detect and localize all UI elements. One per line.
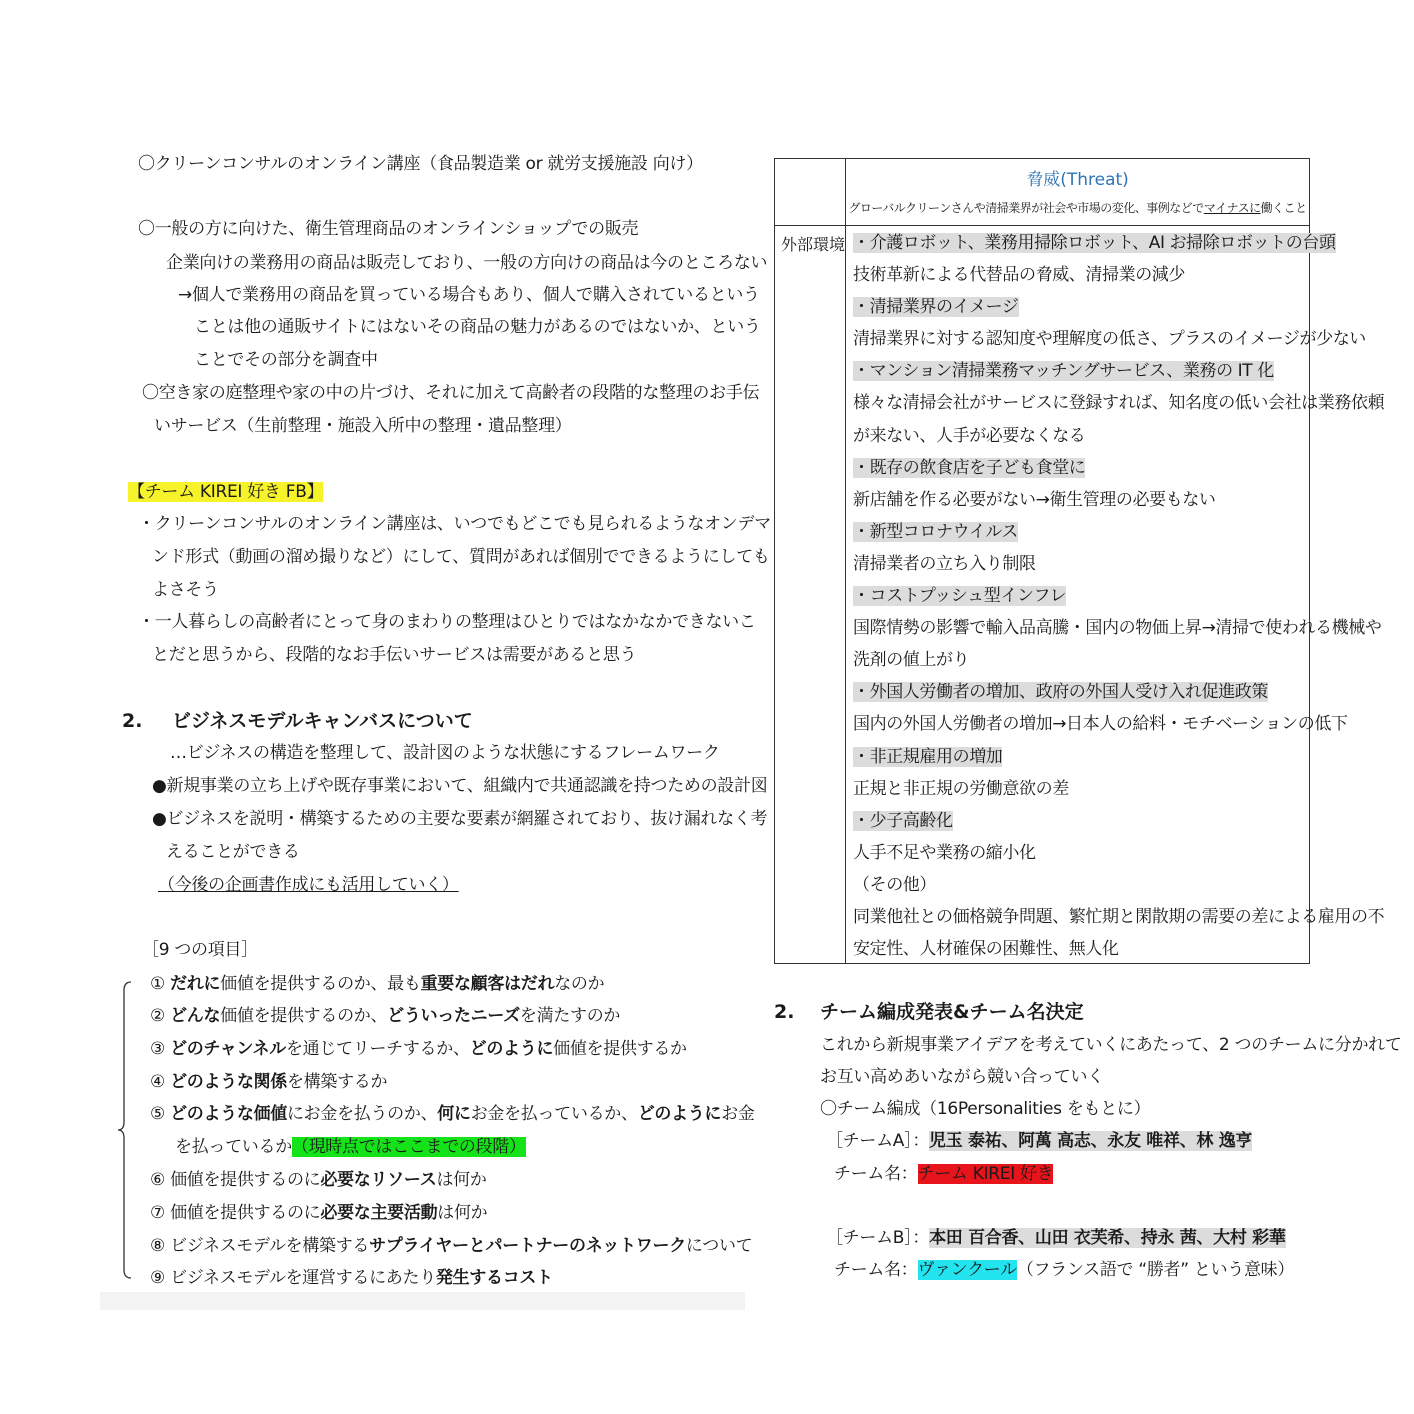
- fb-line: よさそう: [152, 580, 219, 600]
- threat-item-detail: 同業他社との価格競争問題、繁忙期と閑散期の需要の差による雇用の不: [853, 906, 1385, 927]
- fb-line: ・クリーンコンサルのオンライン講座は、いつでもどこでも見られるようなオンデマ: [138, 514, 771, 534]
- team-a-members: 児玉 泰祐、阿萬 高志、永友 唯祥、林 逸亨: [929, 1131, 1253, 1151]
- threat-item-title: ・マンション清掃業務マッチングサービス、業務の IT 化: [853, 361, 1274, 382]
- threat-item-title: ・コストプッシュ型インフレ: [853, 586, 1067, 607]
- nine-item-9: ⑨ ビジネスモデルを運営するにあたり発生するコスト: [150, 1268, 553, 1288]
- idea-online-course: 〇クリーンコンサルのオンライン講座（食品製造業 or 就労支援施設 向け）: [138, 154, 703, 174]
- fb-line: ンド形式（動画の溜め撮りなど）にして、質問があれば個別でできるようにしても: [152, 547, 770, 567]
- page-bottom-shade: [100, 1292, 745, 1310]
- team-b-name-row: チーム名：ヴァンクール（フランス語で “勝者” という意味）: [834, 1260, 1295, 1280]
- threat-item-title: ・外国人労働者の増加、政府の外国人受け入れ促進政策: [853, 682, 1268, 703]
- threat-item-detail: 清掃業者の立ち入り制限: [853, 553, 1036, 574]
- threat-item-detail: 清掃業界に対する認知度や理解度の低さ、プラスのイメージが少ない: [853, 329, 1366, 350]
- threat-header-desc: グローバルクリーンさんや清掃業界が社会や市場の変化、事例などでマイナスに働くこと: [848, 201, 1307, 215]
- threat-item-detail: 国際情勢の影響で輸入品高騰・国内の物価上昇→清掃で使われる機械や: [853, 618, 1382, 639]
- nine-item-8: ⑧ ビジネスモデルを構築するサプライヤーとパートナーのネットワークについて: [150, 1236, 753, 1256]
- fb-line: とだと思うから、段階的なお手伝いサービスは需要があると思う: [152, 645, 637, 665]
- section-number: 2.: [122, 710, 143, 732]
- threat-item-detail: 正規と非正規の労働意欲の差: [853, 778, 1069, 799]
- team-b-members: 本田 百合香、山田 衣芙希、持永 茜、大村 彩華: [929, 1228, 1286, 1248]
- fb-title: 【チーム KIREI 好き FB】: [128, 482, 324, 502]
- nine-item-2: ② どんな価値を提供するのか、どういったニーズを満たすのか: [150, 1006, 621, 1026]
- nine-item-7: ⑦ 価値を提供するのに必要な主要活動は何か: [150, 1203, 488, 1223]
- idea-tidying-service-cont: いサービス（生前整理・施設入所中の整理・遺品整理）: [154, 416, 572, 436]
- threat-item-detail: 新店舗を作る必要がない→衛生管理の必要もない: [853, 489, 1216, 510]
- bmc-bullet: ●新規事業の立ち上げや既存事業において、組織内で共通認識を持つための設計図: [152, 776, 768, 796]
- nine-item-1: ① だれに価値を提供するのか、最も重要な顧客はだれなのか: [150, 974, 605, 994]
- current-stage-marker: （現時点ではここまでの段階）: [291, 1137, 526, 1157]
- brace-bracket: [118, 980, 132, 1280]
- team-a-row: ［チームA］：児玉 泰祐、阿萬 高志、永友 唯祥、林 逸亨: [826, 1131, 1253, 1151]
- team-section-title: チーム編成発表&チーム名決定: [820, 1001, 1084, 1023]
- threat-item-detail: 安定性、人材確保の困難性、無人化: [853, 939, 1119, 960]
- idea-online-shop: 〇一般の方に向けた、衛生管理商品のオンラインショップでの販売: [138, 219, 639, 239]
- team-b-name: ヴァンクール: [917, 1260, 1017, 1280]
- team-intro: お互い高めあいながら競い合っていく: [820, 1067, 1104, 1087]
- threat-item-detail: 国内の外国人労働者の増加→日本人の給料・モチベーションの低下: [853, 714, 1348, 735]
- table-divider: [775, 225, 1309, 226]
- bmc-bullet-cont: えることができる: [166, 842, 300, 862]
- bmc-note: （今後の企画書作成にも活用していく）: [158, 875, 459, 895]
- table-divider: [845, 159, 846, 963]
- idea-online-shop-detail-2: →個人で業務用の商品を買っている場合もあり、個人で購入されているという: [178, 285, 760, 305]
- nine-item-4: ④ どのような関係を構築するか: [150, 1072, 388, 1092]
- idea-online-shop-detail-3: ことは他の通販サイトにはないその商品の魅力があるのではないか、という: [194, 317, 761, 337]
- bmc-desc: …ビジネスの構造を整理して、設計図のような状態にするフレームワーク: [170, 743, 720, 763]
- team-a-name-row: チーム名：チーム KIREI 好き: [834, 1164, 1054, 1184]
- threat-item-title: ・新型コロナウイルス: [853, 521, 1018, 542]
- nine-items-title: ［9 つの項目］: [142, 940, 258, 960]
- bmc-bullet: ●ビジネスを説明・構築するための主要な要素が網羅されており、抜け漏れなく考: [152, 809, 768, 829]
- idea-online-shop-detail-4: ことでその部分を調査中: [194, 350, 378, 370]
- team-intro: これから新規事業アイデアを考えていくにあたって、2 つのチームに分かれて: [820, 1035, 1402, 1055]
- row-label-external: 外部環境: [781, 235, 846, 254]
- idea-online-shop-detail-1: 企業向けの業務用の商品は販売しており、一般の方向けの商品は今のところない: [166, 253, 768, 273]
- threat-item-title: ・少子高齢化: [853, 810, 953, 831]
- threat-item-title: ・清掃業界のイメージ: [853, 297, 1019, 318]
- team-b-row: ［チームB］：本田 百合香、山田 衣芙希、持永 茜、大村 彩華: [826, 1228, 1286, 1248]
- threat-table: [774, 158, 1385, 964]
- threat-item-title: ・介護ロボット、業務用掃除ロボット、AI お掃除ロボットの台頭: [853, 233, 1336, 253]
- threat-item-detail: が来ない、人手が必要なくなる: [853, 425, 1086, 446]
- threat-header-title: 脅威(Threat): [1026, 170, 1129, 190]
- threat-item-detail: 洗剤の値上がり: [853, 650, 970, 671]
- threat-item-detail: 人手不足や業務の縮小化: [853, 842, 1036, 863]
- threat-rows: [853, 227, 1384, 965]
- team-a-name: チーム KIREI 好き: [917, 1164, 1054, 1184]
- fb-line: ・一人暮らしの高齢者にとって身のまわりの整理はひとりではなかなかできないこ: [138, 612, 756, 632]
- threat-item-detail: 様々な清掃会社がサービスに登録すれば、知名度の低い会社は業務依頼: [853, 393, 1385, 414]
- idea-tidying-service: 〇空き家の庭整理や家の中の片づけ、それに加えて高齢者の段階的な整理のお手伝: [142, 383, 760, 403]
- section-title: ビジネスモデルキャンバスについて: [172, 710, 473, 732]
- threat-item-detail: （その他）: [853, 874, 936, 895]
- team-section-number: 2.: [774, 1001, 795, 1023]
- nine-item-3: ③ どのチャンネルを通じてリーチするか、どのように価値を提供するか: [150, 1039, 687, 1059]
- nine-item-6: ⑥ 価値を提供するのに必要なリソースは何か: [150, 1170, 487, 1190]
- threat-item-detail: 技術革新による代替品の脅威、清掃業の減少: [853, 265, 1185, 286]
- threat-item-title: ・既存の飲食店を子ども食堂に: [853, 457, 1086, 478]
- nine-item-5-cont: を払っているか（現時点ではここまでの段階）: [175, 1137, 526, 1157]
- threat-item-title: ・非正規雇用の増加: [853, 746, 1003, 767]
- nine-item-5: ⑤ どのような価値にお金を払うのか、何にお金を払っているか、どのようにお金: [150, 1104, 755, 1124]
- team-formation: 〇チーム編成（16Personalities をもとに）: [820, 1099, 1151, 1119]
